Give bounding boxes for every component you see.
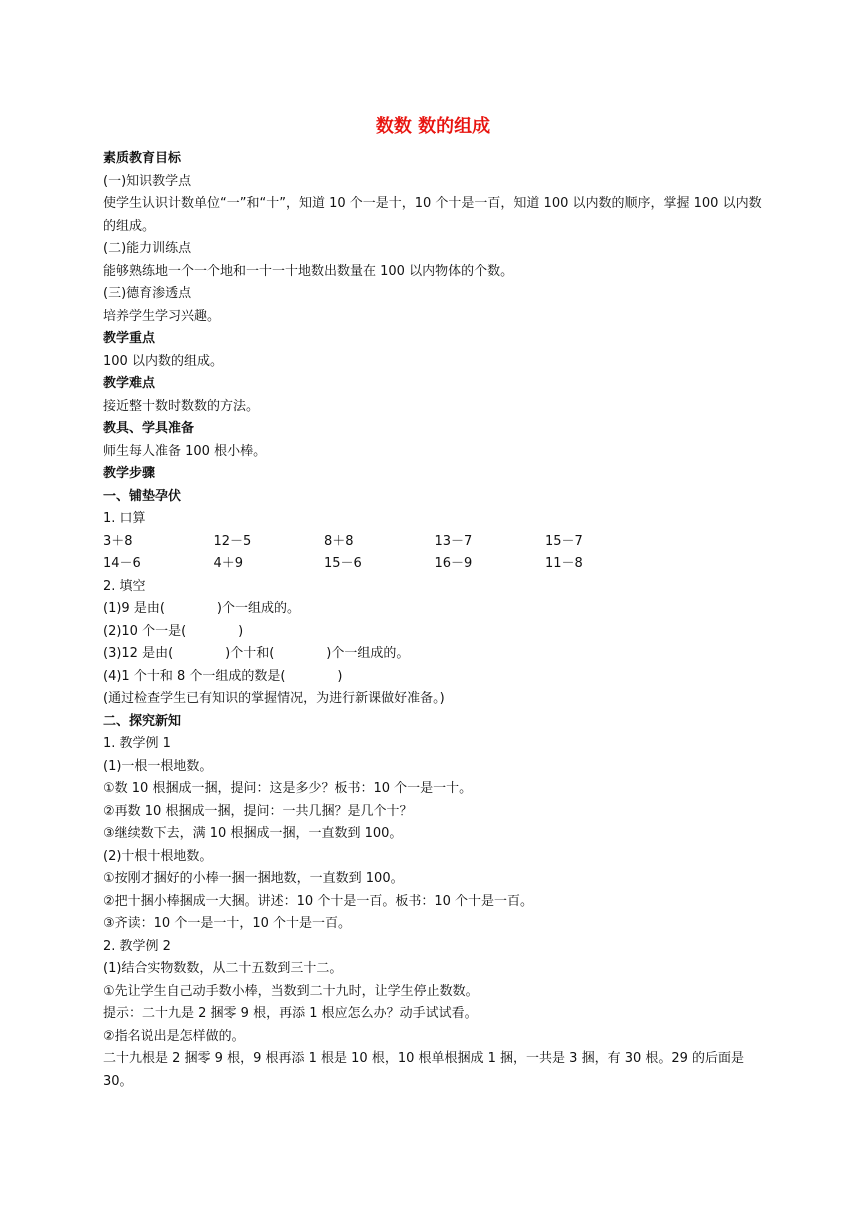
- oral-calc-item: 16－9: [434, 556, 473, 571]
- text-line: (通过检查学生已有知识的掌握情况，为进行新课做好准备。): [103, 691, 445, 706]
- text-line: 2. 填空: [103, 578, 146, 594]
- oral-calc-item: 13－7: [434, 533, 473, 549]
- text-line: 能够熟练地一个一个地和一十一十地数出数量在 100 以内物体的个数。: [103, 263, 514, 279]
- text-line: ③齐读：10 个一是一十，10 个十是一百。: [103, 916, 352, 931]
- oral-calc-item: 4＋9: [213, 556, 244, 571]
- text-line: (2)十根十根地数。: [103, 848, 213, 864]
- text-line: 接近整十数时数数的方法。: [103, 398, 260, 414]
- text-line: 培养学生学习兴趣。: [103, 308, 221, 324]
- text-line: (4)1 个十和 8 个一组成的数是( ): [103, 668, 343, 684]
- document-title: 数数 数的组成: [375, 116, 491, 137]
- oral-calc-item: 8＋8: [324, 533, 354, 549]
- text-line: 1. 口算: [103, 511, 146, 526]
- oral-calc-item: 15－7: [545, 533, 583, 549]
- text-line: 二十九根是 2 捆零 9 根，9 根再添 1 根是 10 根，10 根单根捆成 1 捆，一共是 3 捆，有 30 根。29 的后面是 30。: [103, 1051, 745, 1089]
- oral-calc-item: 12－5: [213, 533, 252, 549]
- text-line: 1. 教学例 1: [103, 736, 171, 751]
- text-line: (3)12 是由( )个十和( )个一组成的。: [103, 646, 410, 661]
- section-heading: 素质教育目标: [103, 151, 182, 166]
- oral-calc-item: 14－6: [103, 556, 141, 571]
- oral-calc-item: 11－8: [545, 556, 583, 571]
- text-line: 2. 教学例 2: [103, 938, 171, 954]
- text-line: 使学生认识计数单位“一”和“十”，知道 10 个一是十，10 个十是一百，知道 100 以内数的顺序，掌握 100 以内数的组成。: [103, 196, 762, 234]
- text-line: 师生每人准备 100 根小棒。: [103, 443, 267, 459]
- text-line: 100 以内数的组成。: [103, 353, 223, 369]
- text-line: ②再数 10 根捆成一捆，提问：一共几捆？是几个十？: [103, 803, 413, 819]
- text-line: (三)德育渗透点: [103, 286, 192, 301]
- oral-calc-row: [103, 531, 763, 554]
- text-line: (1)结合实物数数，从二十五数到三十二。: [103, 961, 343, 976]
- text-line: ②指名说出是怎样做的。: [103, 1028, 245, 1044]
- text-line: ②把十捆小棒捆成一大捆。讲述：10 个十是一百。板书：10 个十是一百。: [103, 893, 534, 909]
- section-heading: 二、探究新知: [103, 713, 182, 729]
- section-heading: 教学重点: [103, 331, 156, 346]
- text-line: (一)知识教学点: [103, 173, 192, 189]
- document-body: [103, 148, 763, 1093]
- text-line: ①按刚才捆好的小棒一捆一捆地数，一直数到 100。: [103, 871, 404, 886]
- text-line: ①先让学生自己动手数小棒，当数到二十九时，让学生停止数数。: [103, 983, 479, 999]
- section-heading: 教学难点: [103, 376, 156, 391]
- text-line: ①数 10 根捆成一捆，提问：这是多少？板书：10 个一是一十。: [103, 781, 473, 796]
- section-heading: 一、铺垫孕伏: [103, 488, 182, 504]
- oral-calc-item: 3＋8: [103, 533, 133, 549]
- oral-calc-row: [103, 553, 763, 576]
- document-page: [103, 112, 763, 1093]
- section-heading: 教具、学具准备: [103, 421, 195, 436]
- text-line: 提示：二十九是 2 捆零 9 根，再添 1 根应怎么办？动手试试看。: [103, 1006, 478, 1021]
- oral-calc-item: 15－6: [324, 556, 362, 571]
- text-line: (1)9 是由( )个一组成的。: [103, 601, 300, 616]
- text-line: (1)一根一根地数。: [103, 758, 213, 774]
- text-line: ③继续数下去，满 10 根捆成一捆，一直数到 100。: [103, 826, 403, 841]
- section-heading: 教学步骤: [103, 466, 156, 481]
- text-line: (二)能力训练点: [103, 241, 192, 256]
- text-line: (2)10 个一是( ): [103, 623, 244, 639]
